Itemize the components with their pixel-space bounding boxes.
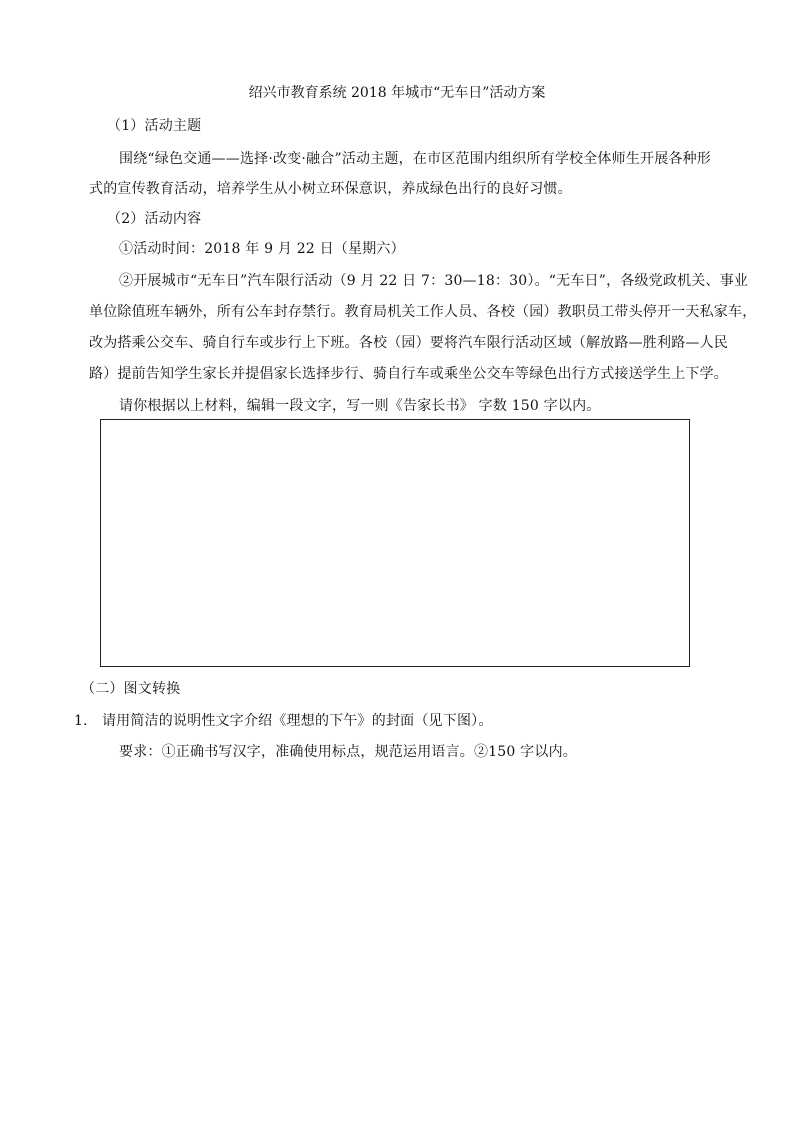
content-item-time: ①活动时间：2018 年 9 月 22 日（星期六）: [119, 241, 405, 257]
writing-task-prompt: 请你根据以上材料，编辑一段文字，写一则《告家长书》 字数 150 字以内。: [119, 398, 601, 414]
content-item-activity-line-4: 路）提前告知学生家长并提倡家长选择步行、骑自行车或乘坐公交车等绿色出行方式接送学生上下学。: [89, 366, 728, 382]
answer-box[interactable]: [100, 419, 690, 667]
theme-paragraph-line-1: 围绕“绿色交通——选择·改变·融合”活动主题，在市区范围内组织所有学校全体师生开展各种形: [119, 151, 712, 167]
content-item-activity-line-2: 单位除值班车辆外，所有公车封存禁行。教育局机关工作人员、各校（园）教职员工带头停开一天私家车，: [89, 304, 757, 320]
theme-paragraph-line-2: 式的宣传教育活动，培养学生从小树立环保意识，养成绿色出行的良好习惯。: [89, 181, 572, 197]
content-item-activity-line-3: 改为搭乘公交车、骑自行车或步行上下班。各校（园）要将汽车限行活动区域（解放路—胜利路—人民: [89, 335, 728, 351]
document-title: 绍兴市教育系统 2018 年城市“无车日”活动方案: [248, 85, 546, 101]
content-item-activity-line-1: ②开展城市“无车日”汽车限行活动（9 月 22 日 7：30—18：30）。“无车日”，各级党政机关、事业: [119, 273, 749, 289]
question-1-requirement: 要求：①正确书写汉字，准确使用标点，规范运用语言。②150 字以内。: [119, 744, 577, 760]
part-heading-picture-to-text: （二）图文转换: [81, 681, 181, 697]
question-1: 1． 请用简洁的说明性文字介绍《理想的下午》的封面（见下图）。: [74, 713, 493, 729]
section-heading-theme: （1）活动主题: [107, 118, 202, 134]
section-heading-content: （2）活动内容: [107, 211, 202, 227]
